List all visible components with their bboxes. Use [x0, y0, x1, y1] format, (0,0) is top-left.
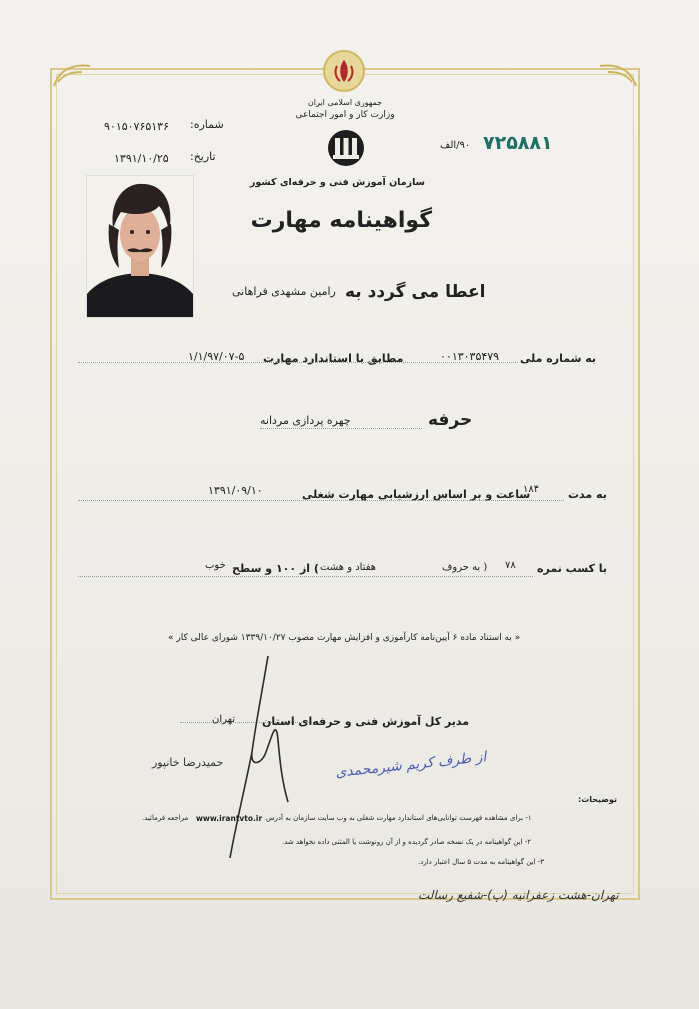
score-label: با کسب نمره	[537, 562, 607, 575]
signer-name: حمیدرضا خانپور	[152, 756, 224, 769]
note-line1-b: مراجعه فرمائید.	[142, 814, 189, 822]
tvto-logo-icon	[318, 128, 374, 168]
score-value: ۷۸	[505, 560, 516, 571]
serial-number: ۷۲۵۸۸۱	[483, 132, 553, 154]
corner-ornament-icon	[598, 62, 638, 88]
recipient-photo	[86, 175, 194, 318]
score-line	[78, 576, 533, 577]
date-label: تاریخ:	[190, 150, 216, 163]
duration-date: ۱۳۹۱/۰۹/۱۰	[208, 484, 263, 497]
serial-prefix: ۹۰/الف	[440, 140, 471, 151]
handwritten-signature	[222, 652, 302, 862]
trade-label: حرفه	[428, 410, 473, 430]
national-id-line	[78, 362, 518, 363]
standard-value: ۱/۱/۹۷/۰۷-۵	[188, 350, 245, 363]
duration-line	[78, 500, 564, 501]
org-name: سازمان آموزش فنی و حرفه‌ای کشور	[249, 177, 425, 188]
notes-title: توضیحات:	[578, 795, 618, 804]
note-line1-url[interactable]: www.irantvto.ir	[196, 814, 263, 823]
province-value: تهران	[212, 714, 236, 725]
number-value: ۹۰۱۵۰۷۶۵۱۳۶	[104, 120, 169, 133]
handwritten-footer: تهران-هشت زعفرانیه (پ)-شفیع رسالت	[418, 888, 619, 902]
note-line2: ۲- این گواهینامه در یک نسخه صادر گردیده و از آن رونوشت یا المثنی داده نخواهد شد.	[282, 838, 532, 846]
awarded-to-label: اعطا می گردد به	[345, 282, 486, 302]
duration-label: به مدت	[568, 488, 607, 501]
national-id-value: ۰۰۱۳۰۳۵۴۷۹	[440, 350, 500, 363]
ministry-text: وزارت کار و امور اجتماعی	[295, 110, 395, 120]
republic-text: جمهوری اسلامی ایران	[307, 98, 383, 107]
regulation-text: « به استناد ماده ۶ آیین‌نامه کارآموزی و افزایش مهارت مصوب ۱۳۳۹/۱۰/۲۷ شورای عالی کار »	[168, 633, 521, 643]
iran-emblem-icon	[323, 50, 365, 92]
score-words: هفتاد و هشت	[320, 562, 377, 573]
certificate-title: گواهینامه مهارت	[250, 208, 432, 233]
national-id-label: به شماره ملی	[520, 352, 597, 365]
director-label: مدیر کل آموزش فنی و حرفه‌ای استان	[262, 715, 470, 728]
corner-ornament-icon	[52, 62, 92, 88]
blue-stamp-text: از طرف کریم شیرمحمدی	[334, 749, 488, 781]
score-out-of: ) از ۱۰۰ و سطح	[232, 562, 319, 575]
trade-line	[260, 428, 422, 429]
level-value: خوب	[205, 560, 226, 571]
trade-value: چهره پردازی مردانه	[260, 414, 351, 427]
standard-label: مطابق با استاندارد مهارت	[263, 352, 404, 365]
duration-value: ۱۸۴	[523, 484, 540, 495]
score-words-label: ( به حروف	[442, 562, 488, 573]
recipient-name: رامین مشهدی فراهانی	[232, 285, 336, 298]
date-value: ۱۳۹۱/۱۰/۲۵	[114, 152, 169, 165]
number-label: شماره:	[190, 118, 224, 131]
duration-text: ساعت و بر اساس ارزشیابی مهارت شغلی	[302, 488, 531, 501]
note-line1-a: ۱- برای مشاهده فهرست توانایی‌های استاندارد مهارت شغلی به وب سایت سازمان به آدرس	[266, 814, 532, 822]
note-line3: ۳- این گواهینامه به مدت ۵ سال اعتبار دارد.	[418, 858, 544, 866]
